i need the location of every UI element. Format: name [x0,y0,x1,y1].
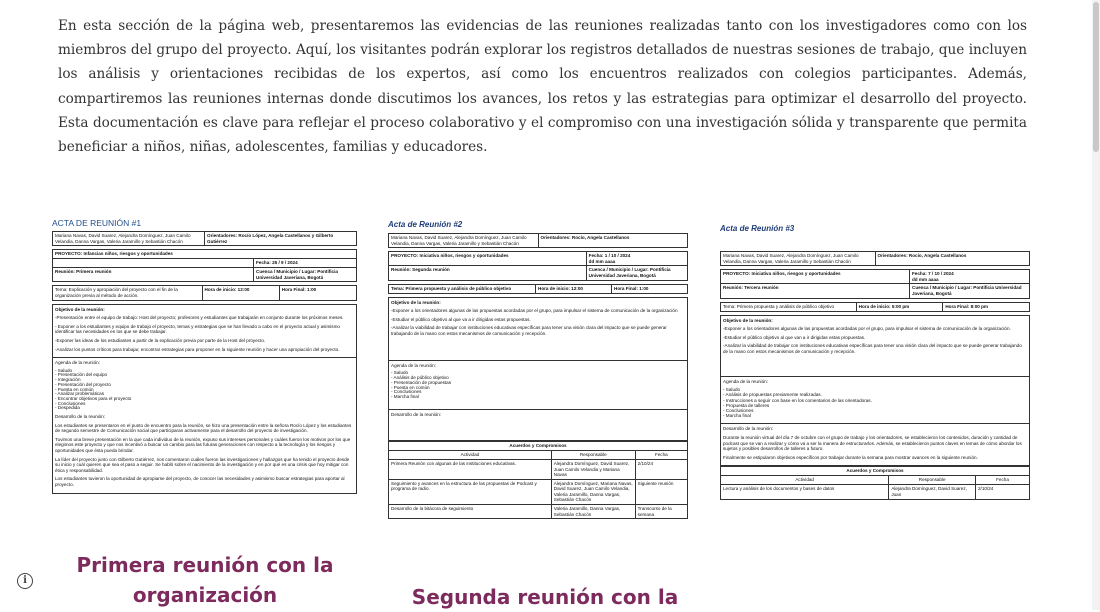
document-title: ACTA DE REUNIÓN #1 [52,218,142,228]
table-row: Lectura y análisis de los documentos y bases de datos Alejandra Domínguez, David Suarez, Juan 2/10/24 [723,486,994,497]
theme-table: Tema: Primera propuesta y análisis de público objetivo Hora de inicio: 5:00 pm Hora Final: 8:00 pm [720,302,1030,312]
table-row: Desarrollo de la bitácora de seguimiento Valeria Jaramillo, Danna Vargas, Sebastián Chacón Transcurso de la semana [391,506,672,517]
objectives-section: Objetivo de la reunión: -Presentación entre el equipo de trabajo: Host del proyecto; profesores y estudiantes que trabajarán en conjunto durante los próximos meses. - Exponer a los estudiantes y equipo de trabajo el proyecto, temas y estrategias que se han llevado a cabo en el proyecto actual y asimismo identificar las necesidades en los que se debe trabajar. -Exponer las ideas de los estudiantes a partir de la explicación previa por parte de la Host del proyecto. -Analizar los puntos críticos para trabajar, encontrar estrategias para proponer en la siguiente reunión y hacer una apropiación del proyecto. [52,304,357,359]
project-table: PROYECTO: Iniciativa niños, riesgos y oportunidades Fecha: 7 / 10 / 2024 dd mm aaaa Reunión: Tercera reunión Cuenca / Municipio / Lugar: Pontificia Universidad Javeriana, Bogotá [720,269,1030,298]
participants-table: Mariana Navas, David Suarez, Alejandra Domínguez, Juan Camilo Velandia, Danna Vargas, Valeria Jaramillo y Sebastián Chacón Orientadores: Rocío, Angela Castellanos [388,233,688,248]
participants-table: Mariana Navas, David Suarez, Alejandra Domínguez, Juan Camilo Velandia, Danna Vargas, Valeria Jaramillo y Sebastián Chacón Orientadores: Rocío López, Angela Castellanos y Gilberto Gutiérrez [52,231,357,246]
caption-meeting-1: Primera reunión con la organización [76,553,334,607]
agreements-table: Acuerdos y Compromisos Actividad Responsable Fecha Primera Reunión con algunas de las instituciones educativas. Alejandra Domínguez, David Suarez, Juan Camilo Velandia y Mariana Navas 2/10/24 Seguimiento y avances en la estructura de las propuestas de Podcast y programa de radio. Alejandra Domínguez, Mariana Navas, David Suarez, Juan Camilo Velandia, Valeria Jaramillo, Danna Vargas, Sebastián Chacón Siguiente reunión Desarrollo de la bitácora de seguimiento Valeria Jaramillo, Danna Vargas, Sebastián Chacón Transcurso de la semana [388,441,688,519]
agenda-section: Agenda de la reunión: - Saludo - Análisis de público objetivo - Presentación de propuestas - Puesta en común - Conclusiones - Marcha final [388,361,688,410]
info-icon[interactable]: i [17,573,33,589]
meeting-document-2[interactable] [388,220,688,552]
development-section: Desarrollo de la reunión: [388,410,688,441]
theme-table: Tema: Primera propuesta y análisis de público objetivo Hora de inicio: 12:00 Hora Final: 1:00 [388,284,688,294]
participants-table: Mariana Navas, David Suarez, Alejandra Domínguez, Juan Camilo Velandia, Danna Vargas, Valeria Jaramillo y Sebastián Chacón Orientadores: Rocío, Angela Castellanos [720,251,1030,266]
intro-paragraph: En esta sección de la página web, presentaremos las evidencias de las reuniones realizadas tanto con los investigadores como con los miembros del grupo del proyecto. Aquí, los visitantes podrán explorar los registros detallados de nuestras sesiones de trabajo, que incluyen los análisis y orientaciones recibidas de los expertos, así como los encuentros realizados con colegios participantes. Además, compartiremos las reuniones internas donde discutimos los avances, los retos y las estrategias para optimizar el desarrollo del proyecto. Esta documentación es clave para reflejar el proceso colaborativo y el compromiso con una investigación sólida y transparente que permita beneficiar a niños, niñas, adolescentes, familias y educadores. [58,18,1027,156]
page-scrollbar[interactable] [1092,0,1100,610]
caption-meeting-2: Segunda reunión con la [411,585,679,609]
document-title: Acta de Reunión #2 [388,220,463,229]
document-title: Acta de Reunión #3 [720,224,795,233]
agenda-section: Agenda de la reunión: - Saludo - Presentación del equipo - Integración - Presentación del proyecto - Puesta en común - Analizar problemáticas - Encontrar objetivos para el proyecto - Conclusiones - Despedida Desarrollo de la reunión: Los estudiantes se presentaron en el punto de encuentro para la reunión, se hizo una presentación entre la señora Rocío López y los estudiantes de segundo semestre de Comunicación social que participaran activamente para el desarrollo del proyecto de investigación. Tuvimos una breve presentación en la que cada individuo de la reunión, expuso sus intereses personales y cuáles fueron los motivos por los que elegimos este proyecto y que nos incentivó a buscar un cambio para las futuras generaciones con respecto a la tecnología y los riesgos y oportunidades que ésta pueda brindar. La líder del proyecto junto con Gilberto Gutiérrez, nos comentaron cuáles fueron las investigaciones y hallazgos que ha tenido el proyecto desde su inicio y cuál quieren que sea el paso a seguir. Se habló sobre el nacimiento de la investigación y en por qué es una crisis que hoy mitigar con ética y responsabilidad. Los estudiantes tuvieron la oportunidad de apropiarse del proyecto, de conocer las necesidades y asimismo buscar estrategias para aportar al proyecto. [52,358,357,493]
objectives-section: Objetivo de la reunión: -Exponer a los orientadores algunas de las propuestas acordadas por el grupo, para impulsar el sistema de comunicación de la organización -Estudiar el público objetivo al que va a ir dirigidas estas propuestas. -Analizar la viabilidad de trabajar con instituciones educativas específicas para tener una visión clara del impacto que se puede generar trabajando de la mano con estos mecanismos de comunicación y recepción. [388,297,688,361]
project-table: PROYECTO: Iniciativa niños, riesgos y oportunidades Fecha: 1 / 10 / 2024 dd mm aaaa Reunión: Segunda reunión Cuenca / Municipio / Lugar: Pontificia Universidad Javeriana, Bogotá [388,251,688,280]
agenda-section: Agenda de la reunión: - Saludo - Análisis de propuestas previamente realizadas. - Instrucciones a seguir con base en los comentarios de las orientadoras. - Propuesta de talleres - Conclusiones - Marcha final [720,377,1030,425]
table-row: Primera Reunión con algunas de las instituciones educativas. Alejandra Domínguez, David Suarez, Juan Camilo Velandia y Mariana Navas 2/10/24 [389,460,687,480]
meeting-document-1[interactable] [52,218,357,534]
theme-table: Tema: Explicación y apropiación del proyecto con el fin de la organización previa al método de acción. Hora de inicio: 12:00 Hora Final: 1:00 [52,285,357,300]
objectives-section: Objetivo de la reunión: -Exponer a los orientadores algunas de las propuestas acordadas por el grupo, para impulsar el sistema de comunicación de la organización. -Estudiar el público objetivo al que van a ir dirigidas estas propuestas. -Analizar la viabilidad de trabajar con instituciones educativas específicas para tener una visión clara del impacto que se puede generar trabajando de la mano con estos mecanismos de comunicación y recepción. [720,315,1030,377]
project-table: PROYECTO: Infancias niños, riesgos y oportunidades Fecha: 25 / 9 / 2024 Reunión: Primera reunión Cuenca / Municipio / Lugar: Pontificia Universidad Javeriana, Bogotá [52,249,357,282]
meeting-document-3[interactable] [720,224,1030,610]
scrollbar-thumb[interactable] [1093,2,1099,152]
agreements-table: Acuerdos y Compromisos Actividad Responsable Fecha Lectura y análisis de los documentos y bases de datos Alejandra Domínguez, David Suarez, Juan 2/10/24 [720,466,1030,499]
development-section: Desarrollo de la reunión: Durante la reunión virtual del día 7 de octubre con el grupo de trabajo y los orientadores, se establecieron los contenidos, duración y cantidad de podcast que se van a realizar y cómo va a ser la manera de estructurarlos. Además, se establecieron puntos claves en temas de cómo abordar los sujetos y posibles desarrollos de talleres a futuro. Finalmente se estipularon objetivos específicos por trabajar durante la semana para mostrar avances en la siguiente reunión. [720,424,1030,466]
table-row: Seguimiento y avances en la estructura de las propuestas de Podcast y programa de radio. Alejandra Domínguez, Mariana Navas, David Suarez, Juan Camilo Velandia, Valeria Jaramillo, Danna Vargas, Sebastián Chacón Siguiente reunión [389,480,687,505]
